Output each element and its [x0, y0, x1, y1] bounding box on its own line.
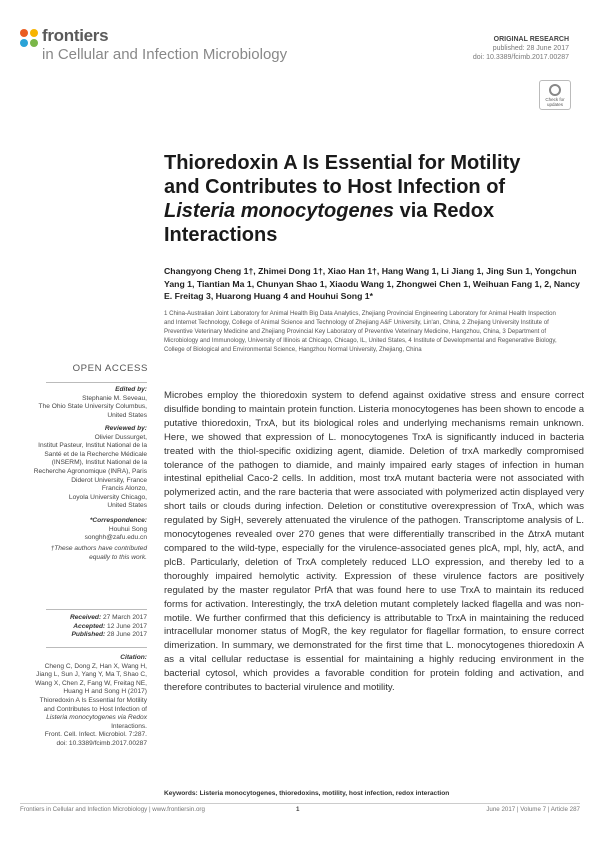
accepted-date: 12 June 2017 — [107, 622, 147, 630]
keywords-list: Listeria monocytogenes, thioredoxins, motility, host infection, redox interaction — [199, 790, 450, 797]
note-line: †These authors have contributed — [50, 545, 147, 552]
dates-block — [0, 614, 147, 640]
reviewer-line: United States — [107, 502, 147, 510]
reviewer-line: Olivier Dussurget, — [94, 433, 147, 441]
citation-doi-link[interactable]: doi: 10.3389/fcimb.2017.00287 — [56, 739, 147, 747]
title-line: Interactions — [164, 224, 278, 246]
note-line: equally to this work. — [89, 553, 147, 561]
title-line-rest: via Redox — [394, 200, 495, 222]
correspondent-name: Houhui Song — [108, 525, 147, 533]
check-updates-icon — [549, 84, 561, 96]
reviewer-line: (INSERM), Institut National de la — [51, 459, 147, 467]
check-for-updates-button[interactable] — [539, 80, 571, 110]
citation-block — [0, 654, 147, 749]
reviewer-line: Loyola University Chicago, — [68, 493, 147, 501]
reviewed-by-heading: Reviewed by: — [104, 425, 147, 432]
doi-link[interactable]: doi: 10.3389/fcimb.2017.00287 — [472, 54, 569, 61]
correspondent-email-link[interactable]: songhh@zafu.edu.cn — [84, 534, 147, 542]
edited-by-block — [0, 386, 147, 420]
citation-heading: Citation: — [120, 654, 147, 661]
accepted-label: Accepted: — [73, 622, 106, 630]
title-species: Listeria monocytogenes — [164, 200, 395, 222]
divider — [46, 647, 147, 648]
article-meta — [473, 35, 569, 62]
received-date: 27 March 2017 — [103, 614, 147, 621]
brand-name: frontiers — [42, 26, 109, 45]
citation-line: Listeria monocytogenes via Redox — [46, 714, 147, 722]
footer-journal-link[interactable]: Frontiers in Cellular and Infection Microbiology | www.frontiersin.org — [20, 806, 205, 813]
keywords-line — [164, 790, 584, 797]
open-access-label: OPEN ACCESS — [72, 363, 148, 374]
footer-issue-info: June 2017 | Volume 7 | Article 287 — [486, 806, 580, 813]
published-date: published: 28 June 2017 — [492, 45, 569, 52]
reviewer-line: Recherche Agronomique (INRA), Paris — [33, 467, 147, 475]
article-title — [164, 151, 584, 247]
citation-line: Huang H and Song H (2017) — [63, 688, 147, 696]
editor-line: United States — [107, 411, 147, 419]
journal-name: in Cellular and Infection Microbiology — [42, 46, 288, 63]
citation-line: Front. Cell. Infect. Microbiol. 7:287. — [44, 731, 147, 739]
citation-line: Interactions. — [111, 722, 147, 730]
footer-divider — [20, 803, 580, 804]
citation-line: Thioredoxin A Is Essential for Motility — [39, 696, 147, 704]
author-list: Changyong Cheng 1†, Zhimei Dong 1†, Xiao Han 1†, Hang Wang 1, Li Jiang 1, Jing Sun 1, Yongchun Yang 1, Tiantian Ma 1, Chunyan Shao 1, Xiaodu Wang 1, Zhongwei Chen 1, Weihuan Fang 1, 2, Nancy E. Freitag 3, Huarong Huang 4 and Houhui Song 1* — [164, 266, 580, 301]
editor-line: The Ohio State University Columbus, — [38, 403, 147, 411]
correspondence-heading: *Correspondence: — [89, 517, 147, 524]
citation-line: and Contributes to Host Infection of — [43, 705, 147, 713]
received-label: Received: — [70, 614, 102, 621]
frontiers-logo-icon — [18, 27, 40, 49]
correspondence-block — [0, 517, 147, 543]
published-date-sidebar: 28 June 2017 — [107, 631, 147, 639]
keywords-label: Keywords: — [164, 790, 198, 797]
edited-by-heading: Edited by: — [115, 386, 147, 393]
equal-contribution-note — [0, 545, 147, 562]
citation-line: Jiang L, Sun J, Yang Y, Ma T, Shao C, — [36, 671, 147, 679]
affiliations: 1 China-Australian Joint Laboratory for Animal Health Big Data Analytics, Zhejiang Provincial Engineering Laboratory for Animal Health Inspection and Internet Technology, College of Animal Science and Technology of Zhejiang A&F University, Lin'an, China, 2 Zhejiang University Institute of Preventive Veterinary Medicine and Zhejiang Provincial Key Laboratory of Preventive Veterinary Medicine, Hangzhou, China, 3 Department of Microbiology and Immunology, University of Illinois at Chicago, Chicago, IL, United States, 4 Institute of Developmental and Regenerative Biology, College of Biological and Environmental Science, Hangzhou Normal University, Zhejiang, China — [164, 310, 557, 353]
reviewed-by-block — [0, 425, 147, 511]
citation-line: Wang X, Chen Z, Fang W, Freitag NE, — [35, 679, 147, 687]
published-label: Published: — [71, 631, 106, 639]
check-updates-label: Check for updates — [545, 97, 565, 107]
reviewer-line: Institut Pasteur, Institut National de la — [38, 442, 147, 450]
citation-line: Cheng C, Dong Z, Han X, Wang H, — [44, 662, 147, 670]
title-line: Thioredoxin A Is Essential for Motility — [164, 152, 521, 174]
article-type: ORIGINAL RESEARCH — [493, 36, 569, 43]
divider — [46, 382, 147, 383]
editor-line: Stephanie M. Seveau, — [82, 394, 147, 402]
reviewer-line: Diderot University, France — [71, 476, 147, 484]
divider — [46, 609, 147, 610]
reviewer-line: Francis Alonzo, — [101, 485, 147, 493]
title-line — [164, 199, 584, 223]
page-number: 1 — [296, 806, 300, 813]
abstract-text: Microbes employ the thioredoxin system to defend against oxidative stress and ensure correct disulfide bonding to maintain protein function. Listeria monocytogenes has been shown to encode a putative thioredoxin, TrxA, but its biological roles and underlying mechanisms remain unknown. Here, we showed that expression of L. monocytogenes TrxA is significantly induced in bacteria treated with the thiol-specific oxidizing agent, diamide. Deletion of trxA markedly compromised tolerance of the pathogen to diamide, and mainly impaired early stages of infection in human intestinal epithelial Caco-2 cells. In addition, most trxA mutant bacteria were not associated with polymerized actin, and the rare bacteria that were associated with polymerized actin displayed very short tails or clouds during infection. Deletion or constitutive overexpression of TrxA, which was regulated by SigH, severely attenuated the virulence of the pathogen. Transcriptome analysis of L. monocytogenes revealed over 270 genes that were differentially transcribed in the ΔtrxA mutant compared to the wild-type, especially for the virulence-associated genes plcA, mpl, hly, actA, and plcB. Particularly, deletion of TrxA completely reduced LLO expression, and thereby led to a thoroughly impaired hemolytic activity. Expression of these virulence factors are positively regulated by the master regulator PrfA that was found here to use TrxA to maintain its reduced forms for activation. Interestingly, the trxA deletion mutant completely lacked flagella and was non-motile. We further confirmed that this deficiency is attributable to TrxA in maintaining the reduced intracellular monomer status of MogR, the key regulator for flagellar formation, to ensure correct dimerization. In summary, we demonstrated for the first time that L. monocytogenes thioredoxin A as a vital cellular reductase is essential for maintaining a highly reducing environment in the bacterial cytosol, which provides a favorable condition for protein folding and activation, and therefore contributes to bacterial virulence and motility. — [164, 390, 584, 694]
title-line: and Contributes to Host Infection of — [164, 176, 506, 198]
reviewer-line: Santé et de la Recherche Médicale — [44, 450, 147, 458]
